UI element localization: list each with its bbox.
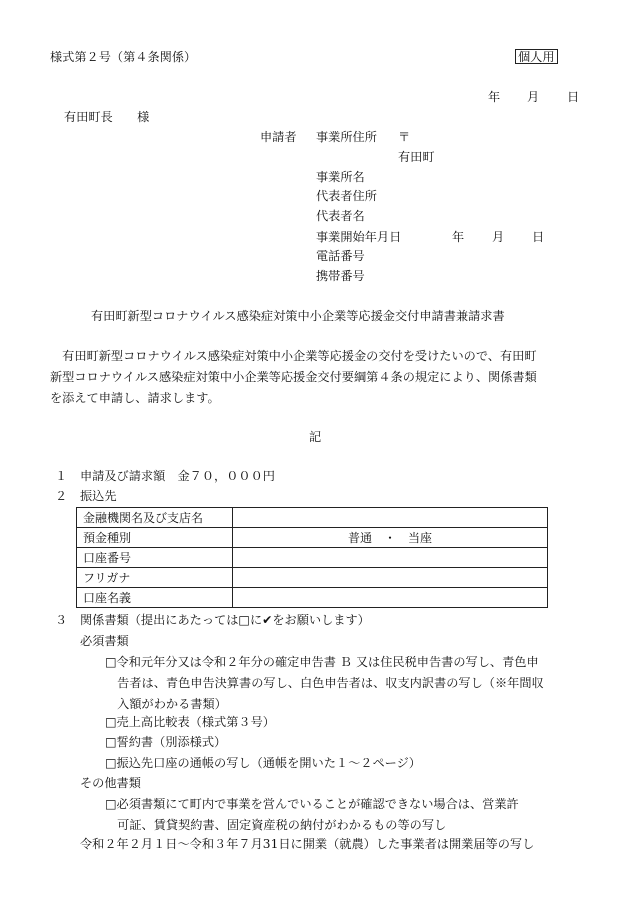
required-item-line: □令和元年分又は令和２年分の確定申告書 Ｂ 又は住民税申告書の写し、青色申	[105, 655, 539, 669]
checkmark-icon: ✔	[262, 613, 273, 627]
bank-account-table	[76, 507, 548, 608]
item1-amount: 申請及び請求額 金７０，０００円	[80, 469, 275, 483]
table-row	[77, 508, 548, 528]
other-item-line: 可証、賃貸契約書、固定資産税の納付がわかるもの等の写し	[105, 818, 447, 832]
item3-text-after: をお願いします）	[272, 613, 370, 627]
account-number-field[interactable]	[233, 548, 548, 568]
item3-number: ３	[55, 613, 68, 627]
form-number: 様式第２号（第４条関係）	[50, 50, 197, 64]
deposit-type-choice[interactable]: 普通 ・ 当座	[233, 528, 548, 548]
document-title: 有田町新型コロナウイルス感染症対策中小企業等応援金交付申請書兼請求書	[91, 309, 505, 323]
furigana-field[interactable]	[233, 568, 548, 588]
body-line: 有田町新型コロナウイルス感染症対策中小企業等応援金の交付を受けたいので、有田町	[50, 349, 537, 363]
required-item-sales-comparison[interactable]: □売上高比較表（様式第３号）	[105, 715, 275, 729]
form-type-badge: 個人用	[515, 49, 558, 64]
item3-heading	[80, 614, 370, 626]
other-item-line: □必須書類にて町内で事業を営んでいることが確認できない場合は、営業許	[105, 797, 519, 811]
item2-number: ２	[55, 489, 68, 503]
required-docs-label: 必須書類	[80, 634, 129, 648]
addressee: 有田町長 様	[64, 110, 150, 124]
required-item-pledge[interactable]: □誓約書（別添様式）	[105, 735, 227, 749]
item1-number: １	[55, 469, 68, 483]
date-year-label: 年	[488, 90, 501, 104]
other-docs-label: その他書類	[80, 776, 141, 790]
bank-name-field[interactable]	[233, 508, 548, 528]
applicant-label: 申請者	[260, 130, 297, 144]
ki-heading: 記	[309, 430, 322, 444]
date-day-label: 日	[567, 90, 580, 104]
footer-note: 令和２年２月１日～令和３年７月31日に開業（就農）した事業者は開業届等の写し	[80, 837, 535, 851]
table-row	[77, 528, 548, 548]
table-row	[77, 588, 548, 608]
required-item-line: 告者は、青色申告決算書の写し、白色申告者は、収支内訳書の写し（※年間収	[105, 676, 544, 690]
account-holder-label: 口座名義	[77, 588, 233, 608]
start-date-label: 事業開始年月日	[316, 230, 402, 244]
town-name: 有田町	[398, 150, 435, 164]
account-number-label: 口座番号	[77, 548, 233, 568]
start-day-label: 日	[532, 230, 545, 244]
table-row	[77, 548, 548, 568]
item3-text-before: 関係書類（提出にあたっては□に	[80, 613, 263, 627]
rep-name-label: 代表者名	[316, 209, 365, 223]
start-year-label: 年	[452, 230, 465, 244]
body-paragraph	[50, 346, 590, 409]
phone-label: 電話番号	[316, 249, 365, 263]
body-line: を添えて申請し、請求します。	[50, 391, 220, 405]
date-month-label: 月	[527, 90, 540, 104]
rep-address-label: 代表者住所	[316, 189, 377, 203]
body-line: 新型コロナウイルス感染症対策中小企業等応援金交付要綱第４条の規定により、関係書類	[50, 370, 537, 384]
bank-name-label: 金融機関名及び支店名	[77, 508, 233, 528]
start-month-label: 月	[492, 230, 505, 244]
item2-label: 振込先	[80, 489, 117, 503]
required-item-passbook[interactable]: □振込先口座の通帳の写し（通帳を開いた１～２ページ）	[105, 756, 421, 770]
required-item-line: 入額がわかる書類）	[105, 697, 227, 711]
mobile-label: 携帯番号	[316, 269, 365, 283]
address-label: 事業所住所	[316, 130, 377, 144]
furigana-label: フリガナ	[77, 568, 233, 588]
table-row	[77, 568, 548, 588]
office-name-label: 事業所名	[316, 170, 365, 184]
deposit-type-label: 預金種別	[77, 528, 233, 548]
postal-mark: 〒	[398, 130, 411, 144]
required-item-tax-return[interactable]	[105, 652, 585, 715]
account-holder-field[interactable]	[233, 588, 548, 608]
other-item-business-proof[interactable]	[105, 794, 585, 836]
